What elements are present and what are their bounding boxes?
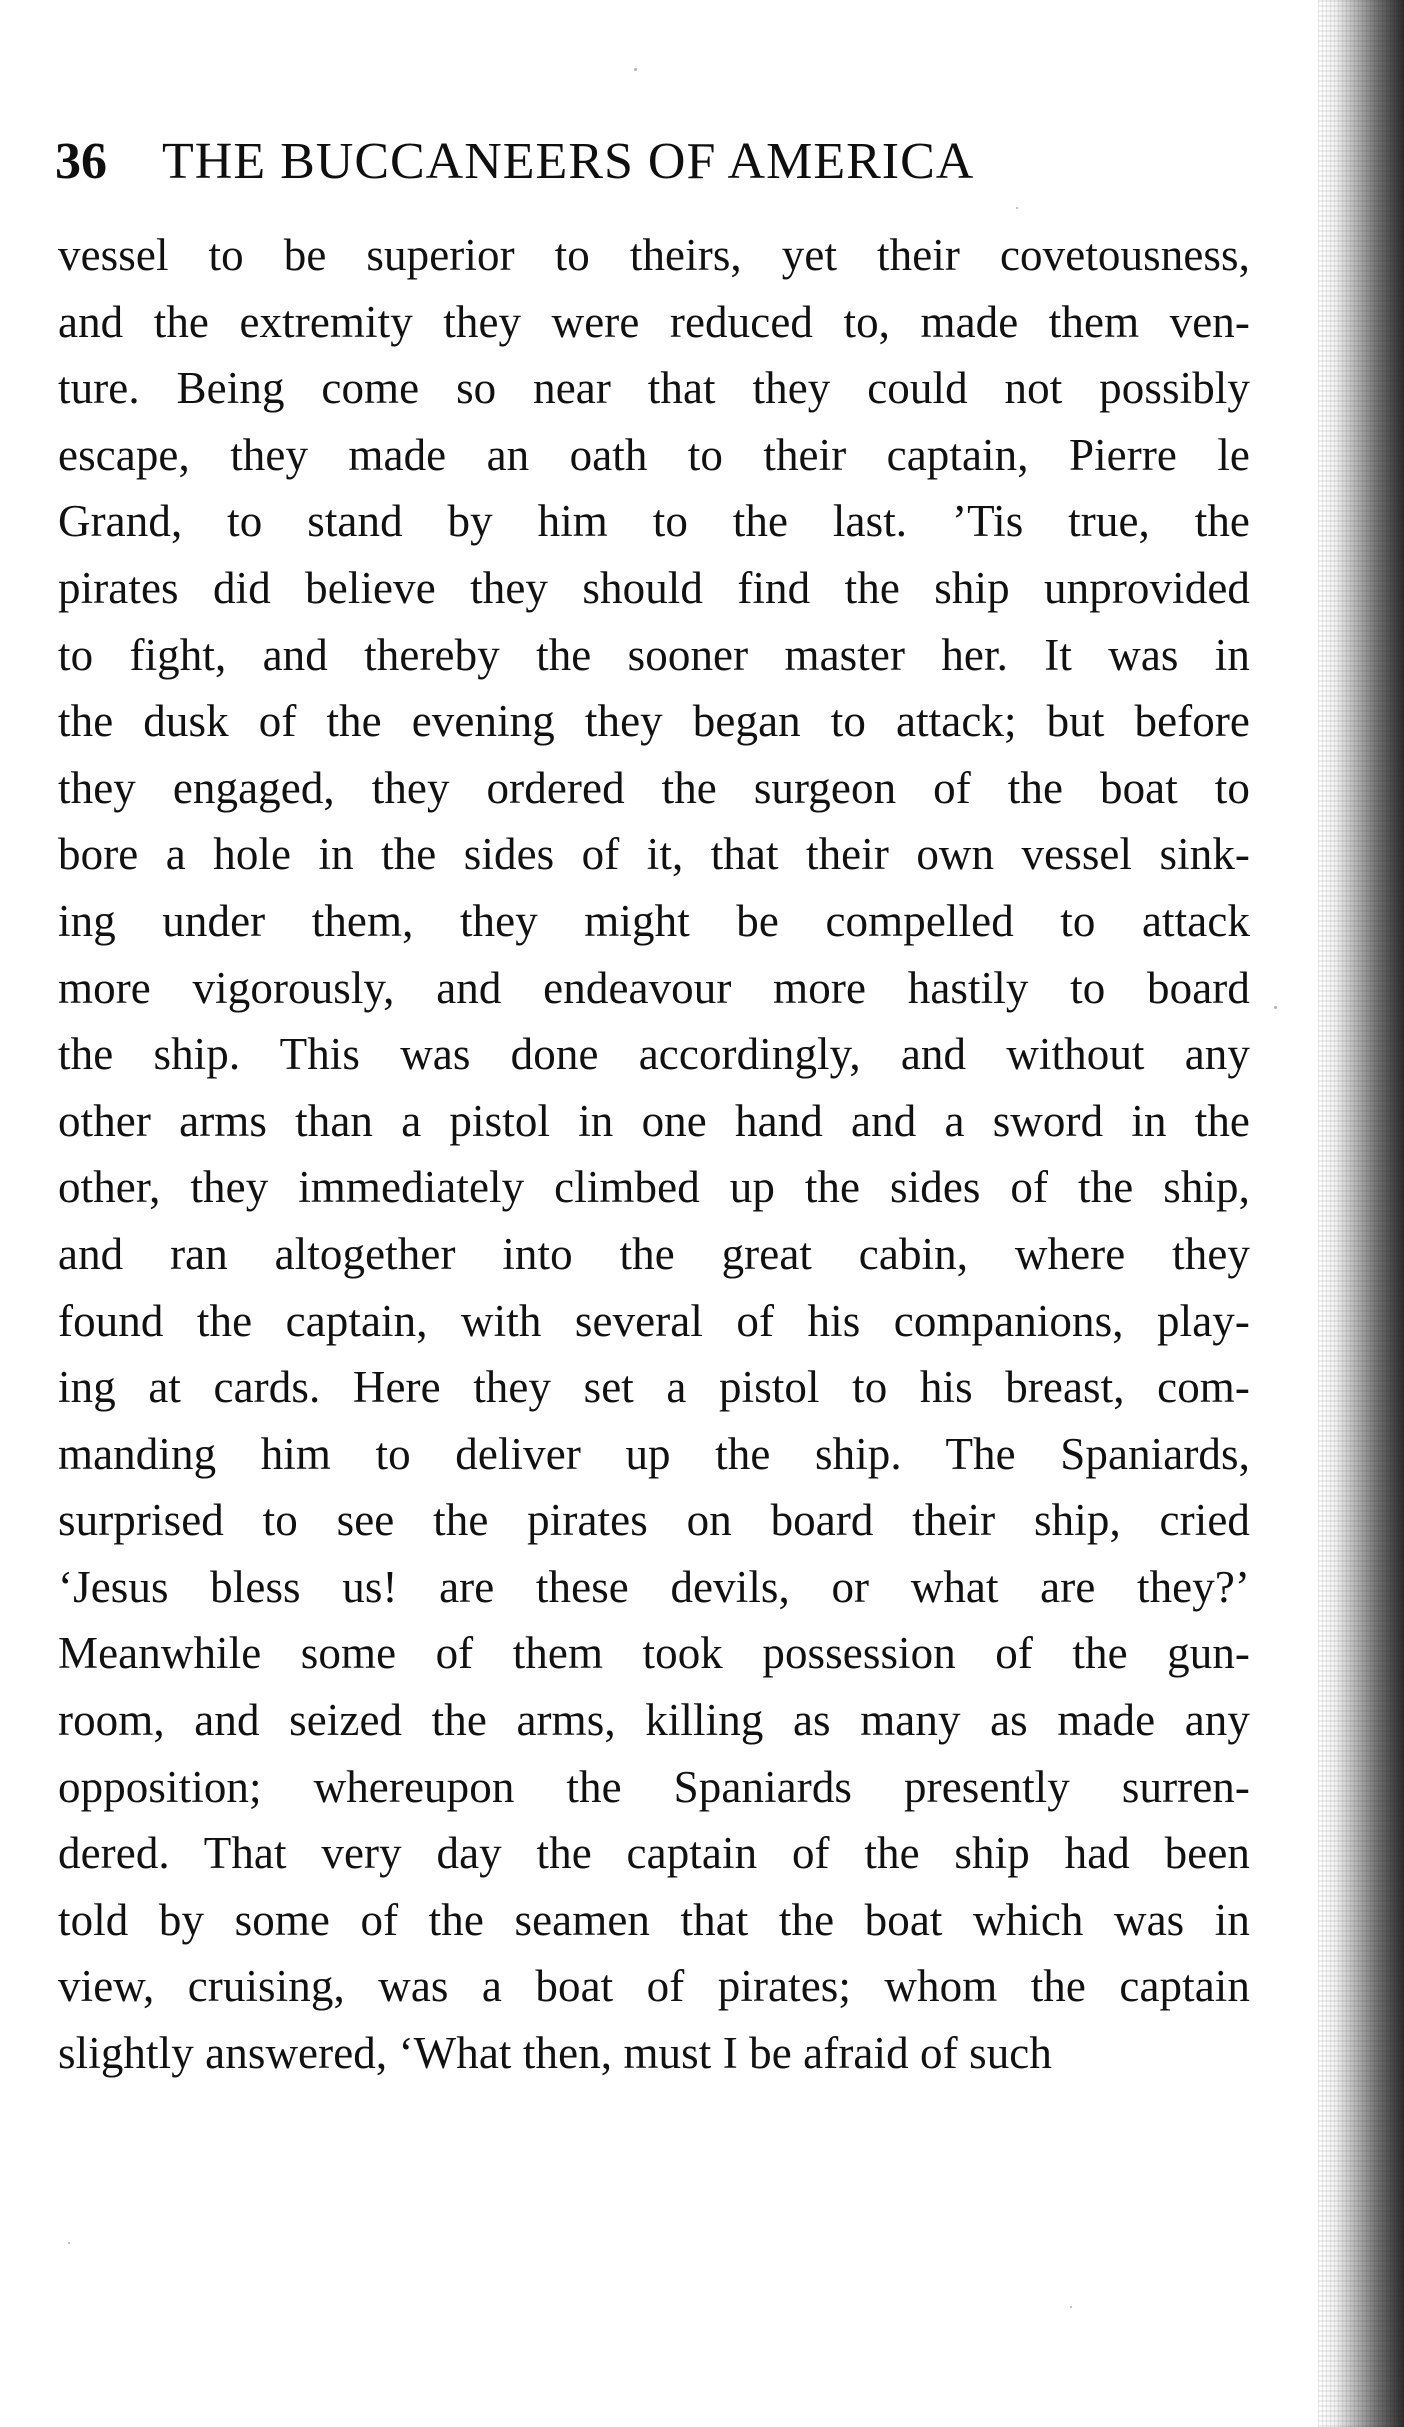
page-gutter-shadow xyxy=(1318,0,1404,2427)
text-line: opposition; whereupon the Spaniards presently surren- xyxy=(58,1761,1250,1812)
text-line: ‘Jesus bless us! are these devils, or what are they?’ xyxy=(58,1561,1250,1612)
text-line: view, cruising, was a boat of pirates; whom the captain xyxy=(58,1961,1250,2012)
gutter-scan-noise xyxy=(1318,0,1404,2427)
scan-speck xyxy=(1070,2306,1072,2308)
page-header xyxy=(55,132,1175,192)
text-line: ing under them, they might be compelled to attack xyxy=(58,895,1250,946)
text-line: Meanwhile some of them took possession of the gun- xyxy=(58,1628,1250,1679)
text-line: surprised to see the pirates on board their ship, cried xyxy=(58,1495,1250,1546)
body-text xyxy=(58,222,1250,2087)
text-line: the ship. This was done accordingly, and without any xyxy=(58,1029,1250,1080)
text-line: more vigorously, and endeavour more hastily to board xyxy=(58,962,1250,1013)
text-line: found the captain, with several of his companions, play- xyxy=(58,1295,1250,1346)
text-line: escape, they made an oath to their captain, Pierre le xyxy=(58,429,1250,480)
text-line: ing at cards. Here they set a pistol to his breast, com- xyxy=(58,1362,1250,1413)
text-line: other, they immediately climbed up the sides of the ship, xyxy=(58,1162,1250,1213)
text-line: manding him to deliver up the ship. The Spaniards, xyxy=(58,1428,1250,1479)
text-line: slightly answered, ‘What then, must I be afraid of such xyxy=(58,2028,1052,2079)
scan-speck xyxy=(634,68,637,71)
running-title: THE BUCCANEERS OF AMERICA xyxy=(162,133,975,190)
scan-speck xyxy=(1016,207,1018,209)
text-line: and the extremity they were reduced to, made them ven- xyxy=(58,296,1250,347)
text-line: vessel to be superior to theirs, yet their covetousness, xyxy=(58,230,1250,280)
text-line: ture. Being come so near that they could not possibly xyxy=(58,363,1250,414)
text-line: and ran altogether into the great cabin, where they xyxy=(58,1228,1250,1279)
text-line: Grand, to stand by him to the last. ’Tis true, the xyxy=(58,496,1250,547)
text-line: the dusk of the evening they began to attack; but before xyxy=(58,696,1250,747)
text-line: told by some of the seamen that the boat which was in xyxy=(58,1894,1250,1945)
text-line: to fight, and thereby the sooner master her. It was in xyxy=(58,629,1250,680)
text-line: pirates did believe they should find the ship unprovided xyxy=(58,562,1250,613)
scan-speck xyxy=(68,2242,70,2244)
text-line: bore a hole in the sides of it, that their own vessel sink- xyxy=(58,829,1250,880)
text-line: dered. That very day the captain of the ship had been xyxy=(58,1828,1250,1879)
text-line: room, and seized the arms, killing as many as made any xyxy=(58,1695,1250,1746)
scan-speck xyxy=(1274,1006,1277,1009)
text-line: they engaged, they ordered the surgeon of the boat to xyxy=(58,762,1250,813)
text-line: other arms than a pistol in one hand and a sword in the xyxy=(58,1095,1250,1146)
page-number: 36 xyxy=(55,133,107,190)
